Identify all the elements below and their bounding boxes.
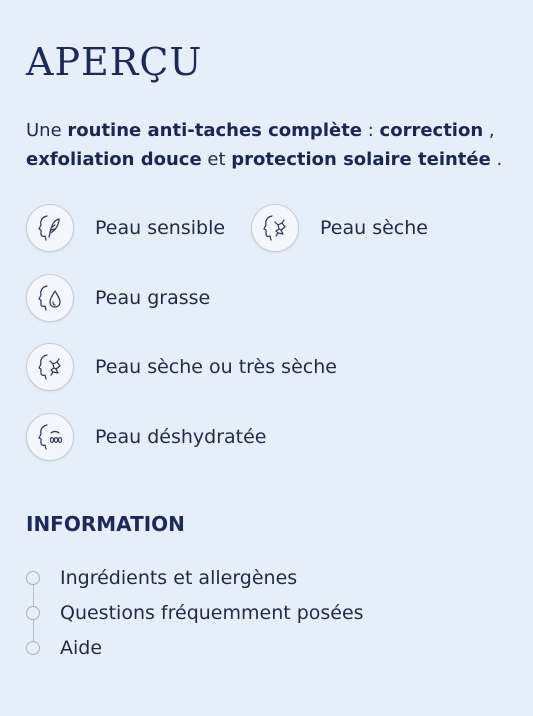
accordion-item-ingredients[interactable] — [26, 567, 297, 589]
skin-type-label: Peau sensible — [95, 217, 226, 239]
skin-type-label: Peau sèche — [320, 217, 428, 239]
skin-type-sensible — [26, 204, 225, 252]
accordion-item-label[interactable]: Ingrédients et allergènes — [60, 567, 298, 589]
circle-bullet-icon — [26, 571, 40, 585]
skin-type-deshydratee — [26, 413, 266, 461]
information-heading: INFORMATION — [26, 512, 185, 536]
page-title: APERÇU — [26, 40, 203, 84]
skin-type-label: Peau grasse — [95, 287, 211, 309]
face-cracked-icon — [26, 343, 74, 391]
accordion-item-aide[interactable] — [26, 637, 102, 659]
product-description: Une routine anti-taches complète : correction , exfoliation douce et protection solaire teintée . — [26, 120, 503, 170]
circle-bullet-icon — [26, 641, 40, 655]
face-feather-icon — [26, 204, 74, 252]
accordion-item-label[interactable]: Questions fréquemment posées — [60, 602, 364, 624]
skin-type-grasse — [26, 274, 210, 322]
face-drop-icon — [26, 274, 74, 322]
circle-bullet-icon — [26, 606, 40, 620]
skin-type-tres-seche — [26, 343, 337, 391]
accordion-item-faq[interactable] — [26, 602, 364, 624]
skin-type-label: Peau déshydratée — [95, 426, 267, 448]
face-water-icon — [26, 413, 74, 461]
accordion-item-label[interactable]: Aide — [60, 637, 103, 659]
skin-type-label: Peau sèche ou très sèche — [95, 356, 337, 378]
face-cracked-icon — [251, 204, 299, 252]
skin-type-seche — [251, 204, 428, 252]
